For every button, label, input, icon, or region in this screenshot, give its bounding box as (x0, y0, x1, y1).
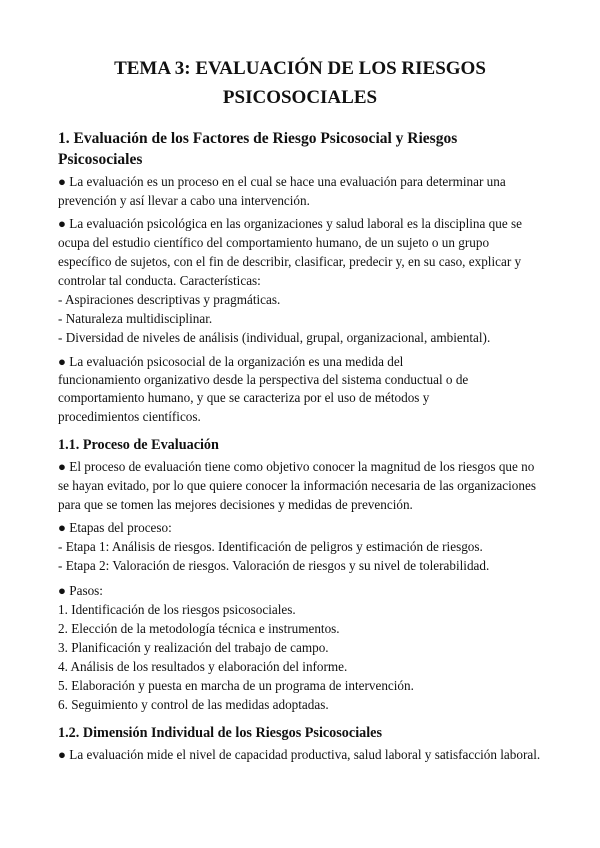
section-1-1-heading: 1.1. Proceso de Evaluación (58, 436, 219, 453)
list-item: 4. Análisis de los resultados y elaboración del informe. (58, 658, 348, 674)
section-1-2-heading: 1.2. Dimensión Individual de los Riesgos Psicosociales (58, 724, 382, 741)
characteristics-list (58, 290, 542, 347)
list-item: - Etapa 1: Análisis de riesgos. Identificación de peligros y estimación de riesgos. (58, 538, 483, 554)
list-item: 5. Elaboración y puesta en marcha de un programa de intervención. (58, 677, 414, 693)
steps-list (58, 581, 542, 714)
section-1-paragraph-1: ● La evaluación es un proceso en el cual se hace una evaluación para determinar una prevención y así llevar a cabo una intervención. (58, 174, 506, 208)
steps-intro: ● Pasos: (58, 582, 103, 598)
list-item: 3. Planificación y realización del trabajo de campo. (58, 639, 329, 655)
section-1-2-paragraph-1: ● La evaluación mide el nivel de capacidad productiva, salud laboral y satisfacción laboral. (58, 746, 541, 762)
list-item: 2. Elección de la metodología técnica e instrumentos. (58, 620, 340, 636)
section-1-1-paragraph-1: ● El proceso de evaluación tiene como objetivo conocer la magnitud de los riesgos que no se hayan evitado, por lo que quiere conocer la información necesaria de las organizaciones para que se tomen las mejores decisiones y medidas de prevención. (58, 458, 536, 512)
list-item: - Etapa 2: Valoración de riesgos. Valoración de riesgos y su nivel de tolerabilidad. (58, 557, 490, 573)
document-title: TEMA 3: EVALUACIÓN DE LOS RIESGOS PSICOSOCIALES (114, 58, 486, 108)
list-item: 6. Seguimiento y control de las medidas adoptadas. (58, 696, 329, 712)
list-item: - Diversidad de niveles de análisis (individual, grupal, organizacional, ambiental). (58, 330, 491, 345)
stages-list (58, 518, 542, 575)
section-1-paragraph-3: ● La evaluación psicosocial de la organización es una medida del funcionamiento organizativo desde la perspectiva del sistema conductual o de comportamiento humano, y que se caracteriza por el uso de métodos y procedimientos científicos. (58, 354, 469, 424)
list-item: - Aspiraciones descriptivas y pragmáticas. (58, 292, 281, 307)
list-item: 1. Identificación de los riesgos psicosociales. (58, 601, 296, 617)
list-item: - Naturaleza multidisciplinar. (58, 311, 213, 326)
section-1-paragraph-2: ● La evaluación psicológica en las organizaciones y salud laboral es la disciplina que se ocupa del estudio científico del comportamiento humano, de un sujeto o un grupo específico de sujetos, con el fin de describir, clasificar, predecir y, en su caso, explicar y controlar tal conducta. Características: (58, 216, 522, 288)
stages-intro: ● Etapas del proceso: (58, 519, 172, 535)
section-1-heading: 1. Evaluación de los Factores de Riesgo Psicosocial y Riesgos Psicosociales (58, 130, 458, 168)
